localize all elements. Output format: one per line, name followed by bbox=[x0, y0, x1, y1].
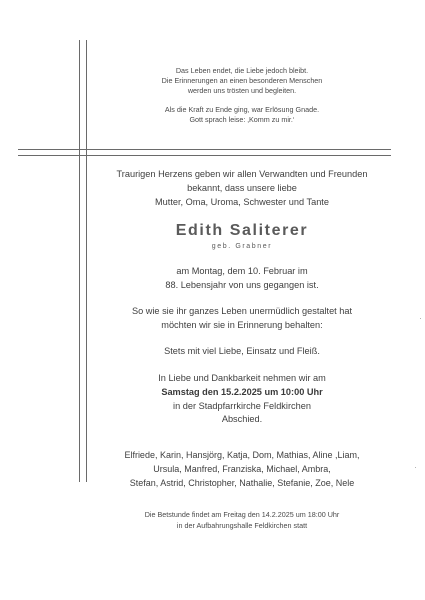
maiden-name: geb. Grabner bbox=[211, 243, 273, 250]
life-line: So wie sie ihr ganzes Leben unermüdlich gestaltet hat bbox=[131, 306, 353, 316]
scan-speck bbox=[420, 318, 421, 319]
life-tribute bbox=[88, 305, 396, 333]
funeral-line: Abschied. bbox=[221, 414, 263, 425]
intro-line: Traurigen Herzens geben wir allen Verwandten und Freunden bbox=[116, 169, 368, 179]
poem bbox=[88, 66, 396, 125]
prayer-line: in der Aufbahrungshalle Feldkirchen statt bbox=[176, 520, 308, 530]
cross-vertical-line-left bbox=[79, 40, 80, 482]
intro-line: bekannt, dass unsere liebe bbox=[187, 182, 297, 193]
poem-line: Gott sprach leise: ‚Komm zu mir.‘ bbox=[189, 114, 295, 124]
death-line: am Montag, dem 10. Februar im bbox=[176, 266, 308, 276]
funeral-line: In Liebe und Dankbarkeit nehmen wir am bbox=[158, 373, 326, 383]
funeral-details bbox=[88, 372, 396, 427]
funeral-date-time: Samstag den 15.2.2025 um 10:00 Uhr bbox=[161, 386, 323, 397]
mourners-line: Stefan, Astrid, Christopher, Nathalie, Stefanie, Zoe, Nele bbox=[129, 477, 355, 488]
intro-line: Mutter, Oma, Uroma, Schwester und Tante bbox=[155, 196, 329, 207]
life-line: möchten wir sie in Erinnerung behalten: bbox=[161, 319, 323, 330]
death-line: 88. Lebensjahr von uns gegangen ist. bbox=[165, 279, 319, 290]
cross-horizontal-line-bottom bbox=[18, 155, 391, 156]
death-notice bbox=[88, 265, 396, 293]
poem-line: Das Leben endet, die Liebe jedoch bleibt. bbox=[175, 66, 309, 75]
cross-vertical-beam bbox=[79, 40, 88, 482]
virtue-line: Stets mit viel Liebe, Einsatz und Fleiß. bbox=[164, 346, 320, 356]
mourners-line: Elfriede, Karin, Hansjörg, Katja, Dom, Mathias, Aline ,Liam, bbox=[124, 450, 360, 460]
poem-line: Als die Kraft zu Ende ging, war Erlösung Gnade. bbox=[164, 104, 320, 114]
mourners-list bbox=[88, 449, 396, 490]
poem-line: Die Erinnerungen an einen besonderen Menschen bbox=[161, 76, 323, 86]
deceased-name: Edith Saliterer bbox=[175, 222, 309, 239]
prayer-line: Die Betstunde findet am Freitag den 14.2.2025 um 18:00 Uhr bbox=[144, 510, 340, 519]
prayer-service-note bbox=[88, 510, 396, 531]
poem-line: werden uns trösten und begleiten. bbox=[187, 86, 297, 96]
cross-horizontal-beam bbox=[18, 149, 391, 157]
funeral-location: in der Stadpfarrkirche Feldkirchen bbox=[173, 400, 311, 411]
mourners-line: Ursula, Manfred, Franziska, Michael, Ambra, bbox=[153, 463, 331, 474]
poem-stanza-gap bbox=[88, 97, 396, 105]
cross-horizontal-line-top bbox=[18, 149, 391, 150]
scan-speck bbox=[415, 467, 416, 468]
announcement-intro bbox=[88, 168, 396, 209]
